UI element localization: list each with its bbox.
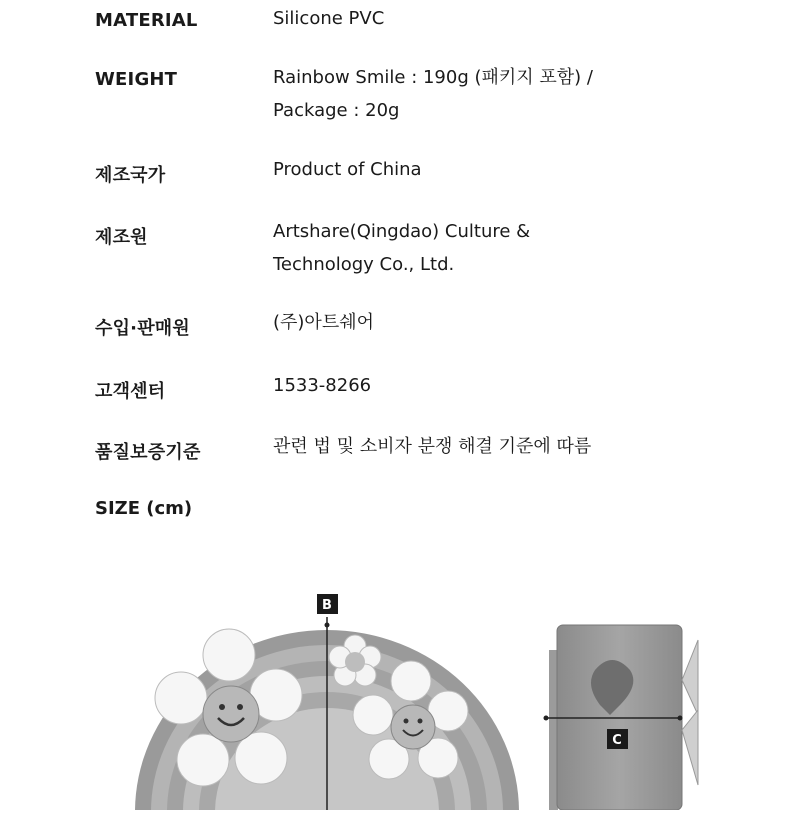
spec-value-line: (주)아트쉐어 [273,312,374,333]
size-title: SIZE (cm) [95,498,193,519]
spec-label: 수입·판매원 [95,318,190,339]
spec-value [273,2,793,35]
size-diagram [0,580,810,810]
spec-value-line: Technology Co., Ltd. [273,254,455,275]
spec-label: 고객센터 [95,381,166,402]
marker-b-label: B [322,598,332,613]
spec-value-line: Package : 20g [273,100,400,121]
spec-value-line: 관련 법 및 소비자 분쟁 해결 기준에 따름 [273,436,592,457]
marker-c-label: C [612,733,622,748]
spec-label: WEIGHT [95,69,178,90]
spec-value [273,61,793,127]
spec-value-line: Product of China [273,159,422,180]
spec-label: 제조국가 [95,165,166,186]
spec-value-line: Rainbow Smile : 190g (패키지 포함) / [273,67,593,88]
spec-value [273,369,793,402]
spec-label: MATERIAL [95,10,198,31]
size-figure [0,580,810,810]
spec-label: 제조원 [95,227,148,248]
spec-value [273,306,793,339]
spec-value-line: 1533-8266 [273,375,372,396]
spec-value [273,153,793,186]
spec-value [273,215,793,281]
spec-value-line: Silicone PVC [273,8,385,29]
spec-value-line: Artshare(Qingdao) Culture & [273,221,531,242]
spec-label: 품질보증기준 [95,442,201,463]
spec-value [273,430,793,463]
